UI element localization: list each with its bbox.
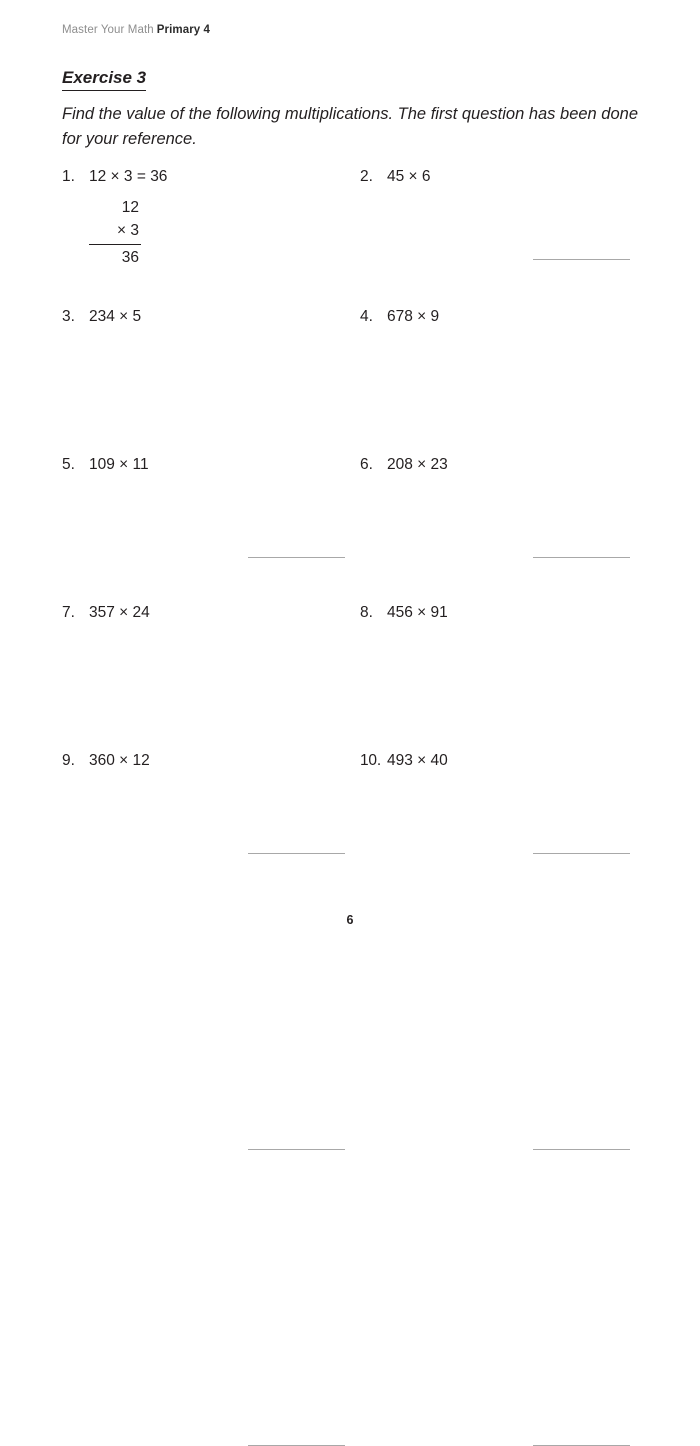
question-number: 2. [360, 168, 373, 185]
question-line [360, 752, 650, 771]
question-item [360, 456, 650, 475]
question-line [62, 308, 352, 327]
question-line [62, 168, 352, 187]
question-number: 7. [62, 604, 75, 621]
question-line [360, 168, 650, 187]
question-expression: 208 × 23 [387, 456, 448, 473]
answer-rule[interactable] [533, 1149, 630, 1150]
question-item [62, 752, 352, 771]
book-title: Master Your Math [62, 24, 154, 36]
question-row [0, 752, 700, 892]
question-item [62, 308, 352, 327]
question-line [62, 604, 352, 623]
page-number: 6 [346, 913, 354, 927]
question-line [62, 752, 352, 771]
question-item [360, 308, 650, 327]
worked-example [89, 196, 141, 270]
question-expression: 456 × 91 [387, 604, 448, 621]
question-row [0, 604, 700, 744]
question-expression: 357 × 24 [89, 604, 150, 621]
question-item [62, 168, 352, 269]
question-number: 3. [62, 308, 75, 325]
question-expression: 12 × 3 = 36 [89, 168, 168, 185]
question-item [360, 168, 650, 187]
question-number: 8. [360, 604, 373, 621]
question-row [0, 456, 700, 596]
book-level: Primary 4 [156, 24, 211, 36]
question-expression: 109 × 11 [89, 456, 149, 473]
question-line [62, 456, 352, 475]
worked-product: 36 [121, 248, 139, 266]
question-item [62, 456, 352, 475]
running-header [62, 24, 210, 36]
question-item [360, 604, 650, 623]
worked-multiplier: × 3 [89, 219, 141, 245]
question-number: 5. [62, 456, 75, 473]
question-line [360, 604, 650, 623]
question-line [360, 456, 650, 475]
question-row [0, 168, 700, 308]
question-expression: 493 × 40 [387, 752, 448, 769]
question-number: 9. [62, 752, 75, 769]
answer-rule[interactable] [533, 259, 630, 260]
exercise-instructions: Find the value of the following multiplications. The first question has been done for your reference. [62, 105, 639, 149]
question-number: 1. [62, 168, 75, 185]
exercise-title: Exercise 3 [62, 68, 146, 91]
question-number: 4. [360, 308, 373, 325]
question-expression: 360 × 12 [89, 752, 150, 769]
question-expression: 45 × 6 [387, 168, 431, 185]
question-row [0, 308, 700, 448]
answer-rule[interactable] [248, 1149, 345, 1150]
question-expression: 234 × 5 [89, 308, 142, 325]
question-number: 10. [360, 752, 381, 769]
question-item [360, 752, 650, 771]
worked-multiplicand: 12 [121, 198, 139, 216]
question-number: 6. [360, 456, 373, 473]
question-line [360, 308, 650, 327]
question-item [62, 604, 352, 623]
question-expression: 678 × 9 [387, 308, 440, 325]
